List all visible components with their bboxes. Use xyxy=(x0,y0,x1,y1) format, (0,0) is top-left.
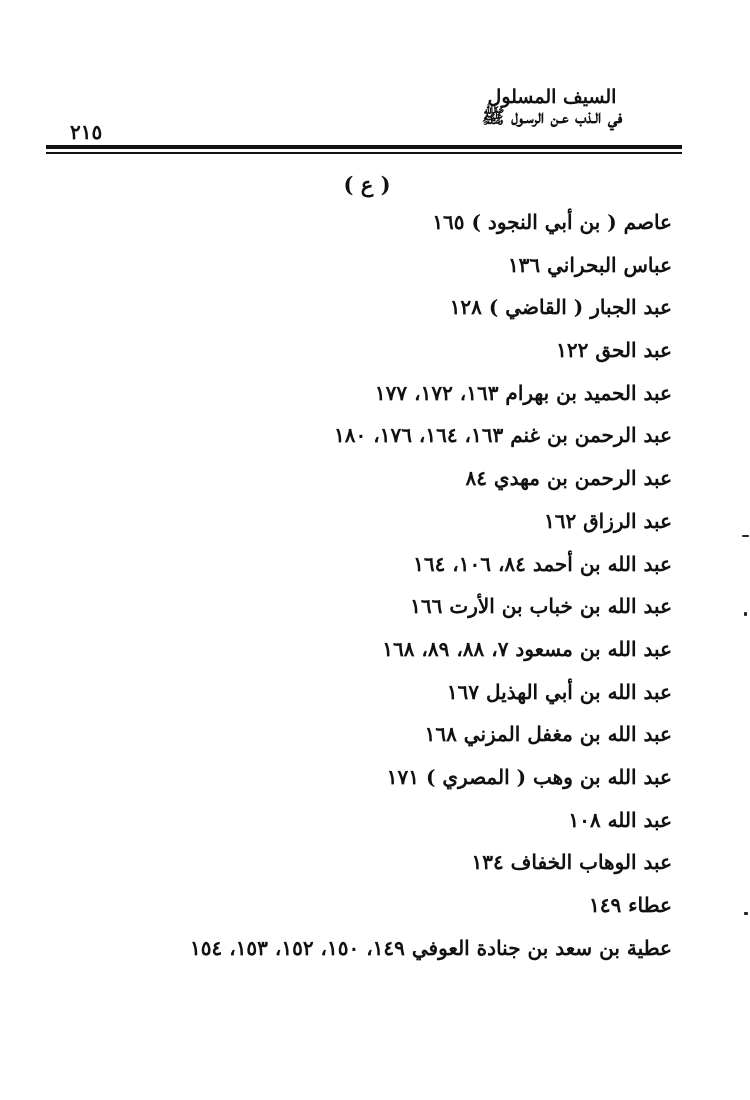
index-entry: عباس البحراني ١٣٦ xyxy=(507,252,672,277)
header-rule-thin xyxy=(46,152,682,154)
scan-mark xyxy=(744,912,748,915)
index-entry: عبد الله بن أحمد ٨٤، ١٠٦، ١٦٤ xyxy=(413,551,672,576)
index-entry: عاصم ( بن أبي النجود ) ١٦٥ xyxy=(432,210,672,234)
index-entry: عطاء ١٤٩ xyxy=(588,893,672,917)
section-letter: ( ع ) xyxy=(343,172,391,197)
index-entry: عبد الجبار ( القاضي ) ١٢٨ xyxy=(449,295,672,320)
header-rule-thick xyxy=(46,145,682,149)
index-entry: عبد الوهاب الخفاف ١٣٤ xyxy=(471,850,672,875)
index-entry: عبد الله بن مسعود ٧، ٨٨، ٨٩، ١٦٨ xyxy=(382,636,672,661)
index-entry: عبد الرحمن بن مهدي ٨٤ xyxy=(465,466,672,491)
index-entry: عبد الرحمن بن غنم ١٦٣، ١٦٤، ١٧٦، ١٨٠ xyxy=(334,423,672,448)
scan-mark xyxy=(742,535,749,537)
index-entry: عبد الله بن خباب بن الأرت ١٦٦ xyxy=(410,594,672,619)
book-title-line-2: في الـذب عـن الرسـول ﷺ xyxy=(481,105,623,128)
index-entry: عبد الحق ١٢٢ xyxy=(556,338,672,363)
index-entry: عبد الحميد بن بهرام ١٦٣، ١٧٢، ١٧٧ xyxy=(374,380,672,405)
index-entry: عطية بن سعد بن جنادة العوفي ١٤٩، ١٥٠، ١٥٢، ١٥٣، ١٥٤ xyxy=(190,935,672,960)
page-number: ٢١٥ xyxy=(70,120,103,144)
scan-mark xyxy=(744,612,747,616)
book-title xyxy=(422,88,682,128)
index-entry: عبد الرزاق ١٦٢ xyxy=(543,508,672,533)
index-entry: عبد الله بن وهب ( المصري ) ١٧١ xyxy=(386,764,672,789)
book-title-line-1: السيف المسلول xyxy=(487,86,617,108)
index-list xyxy=(52,201,672,969)
index-entry: عبد الله ١٠٨ xyxy=(568,807,672,832)
index-entry: عبد الله بن أبي الهذيل ١٦٧ xyxy=(446,679,672,704)
index-entry: عبد الله بن مغفل المزني ١٦٨ xyxy=(424,722,672,747)
